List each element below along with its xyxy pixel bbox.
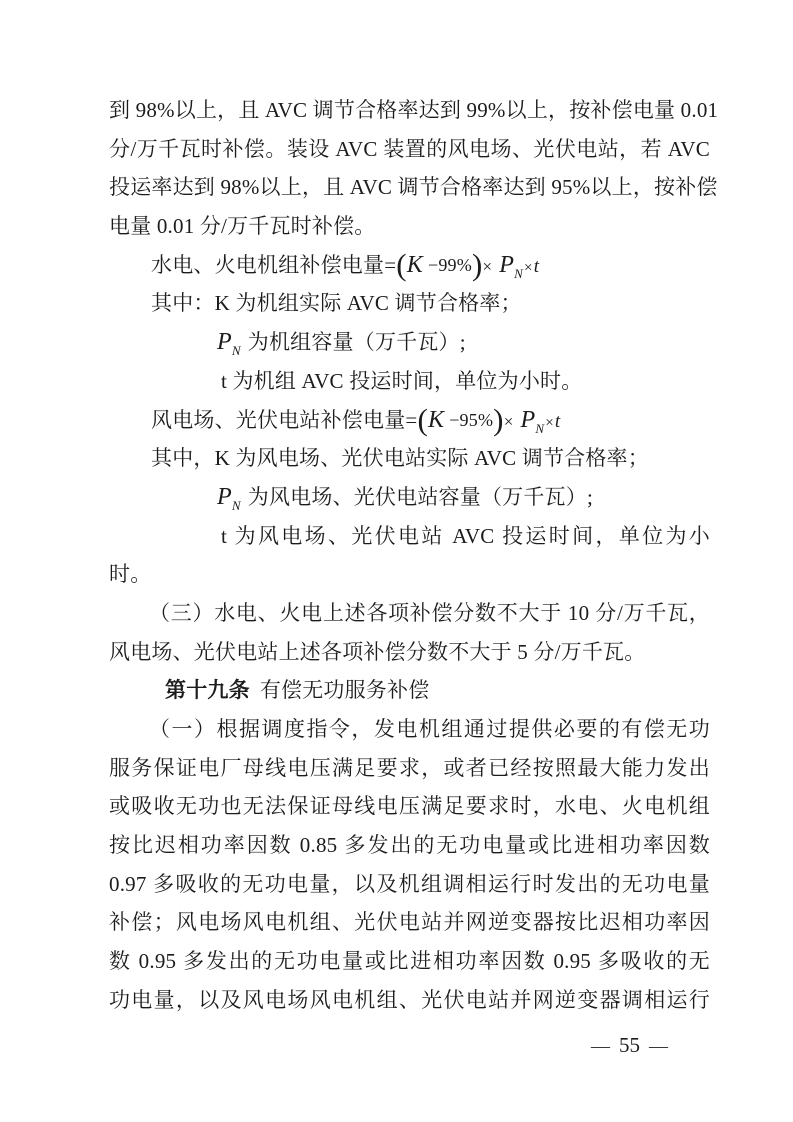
formula-times: × xyxy=(503,411,514,431)
text-line: 时。 xyxy=(109,562,152,587)
definition-line-t: t 为风电场、光伏电站 AVC 投运时间，单位为小 xyxy=(221,523,710,548)
formula-var-p: P xyxy=(520,406,536,433)
formula-var-p: P xyxy=(217,483,232,510)
formula-subscript-n: N xyxy=(231,343,241,359)
definition-line-pn xyxy=(109,478,710,517)
text-line: 到 98%以上，且 AVC 调节合格率达到 99%以上，按补偿电量 0.01 xyxy=(109,98,719,122)
formula-rparen: ) xyxy=(471,246,483,282)
definition-line-k: 其中，K 为风电场、光伏电站实际 AVC 调节合格率； xyxy=(151,446,649,471)
text-line: 分/万千瓦时补偿。装设 AVC 装置的风电场、光伏电站，若 AVC xyxy=(109,136,710,161)
text-line: 补偿；风电场风电机组、光伏电站并网逆变器按比迟相功率因 xyxy=(109,910,710,935)
formula-subscript-n: N xyxy=(535,420,545,436)
formula-rparen: ) xyxy=(493,401,504,437)
formula-line-hydro-thermal xyxy=(109,246,710,285)
formula-prefix: 风电场、光伏电站补偿电量= xyxy=(151,407,418,432)
text-line: 按比迟相功率因数 0.85 多发出的无功电量或比进相功率因数 xyxy=(109,833,710,858)
article-heading xyxy=(109,671,710,710)
page-number-dash-right: — xyxy=(649,1036,668,1057)
text-line: 服务保证电厂母线电压满足要求，或者已经按照最大能力发出 xyxy=(109,755,710,780)
document-body xyxy=(109,91,719,1020)
page-number-value: 55 xyxy=(619,1033,640,1057)
formula-var-p: P xyxy=(217,329,232,356)
article-title: 有偿无功服务补偿 xyxy=(259,678,430,703)
definition-line-pn xyxy=(109,323,710,362)
formula-var-t: t xyxy=(533,255,540,277)
formula-lparen: ( xyxy=(396,246,407,282)
text-line: 功电量，以及风电场风电机组、光伏电站并网逆变器调相运行 xyxy=(109,987,710,1012)
text-line: 0.97 多吸收的无功电量，以及机组调相运行时发出的无功电量 xyxy=(109,871,710,896)
formula-line-wind-solar xyxy=(109,401,710,440)
formula-prefix: 水电、火电机组补偿电量= xyxy=(151,252,397,277)
text-line: 投运率达到 98%以上，且 AVC 调节合格率达到 95%以上，按补偿 xyxy=(109,175,718,200)
formula-times2: × xyxy=(545,414,554,431)
formula-offset: −95% xyxy=(449,409,494,430)
formula-var-t: t xyxy=(554,410,561,432)
formula-var-k: K xyxy=(406,251,423,278)
definition-line-k: 其中：K 为机组实际 AVC 调节合格率； xyxy=(151,291,522,316)
text-line: 或吸收无功也无法保证母线电压满足要求时，水电、火电机组 xyxy=(109,794,710,819)
text-line: 数 0.95 多发出的无功电量或比进相功率因数 0.95 多吸收的无 xyxy=(109,949,710,974)
definition-line-t: t 为机组 AVC 投运时间，单位为小时。 xyxy=(221,368,583,393)
page-number xyxy=(0,1030,793,1062)
text-line: 电量 0.01 分/万千瓦时补偿。 xyxy=(109,214,376,239)
formula-subscript-n: N xyxy=(231,497,241,513)
formula-subscript-n: N xyxy=(514,265,524,281)
text-line: 风电场、光伏电站上述各项补偿分数不大于 5 分/万千瓦。 xyxy=(109,639,646,664)
text-line-item1: （一）根据调度指令，发电机组通过提供必要的有偿无功 xyxy=(149,717,710,741)
formula-offset: −99% xyxy=(428,254,472,275)
page-number-dash-left: — xyxy=(591,1036,610,1057)
definition-text: 为机组容量（万千瓦）; xyxy=(247,330,466,355)
text-line-item3: （三）水电、火电上述各项补偿分数不大于 10 分/万千瓦， xyxy=(149,600,710,625)
formula-var-k: K xyxy=(427,406,445,433)
formula-times: × xyxy=(482,256,493,276)
formula-lparen: ( xyxy=(417,401,428,437)
formula-times2: × xyxy=(524,259,533,276)
article-number: 第十九条 xyxy=(165,678,250,703)
formula-var-p: P xyxy=(499,251,515,278)
definition-text: 为风电场、光伏电站容量（万千瓦）; xyxy=(247,484,593,509)
